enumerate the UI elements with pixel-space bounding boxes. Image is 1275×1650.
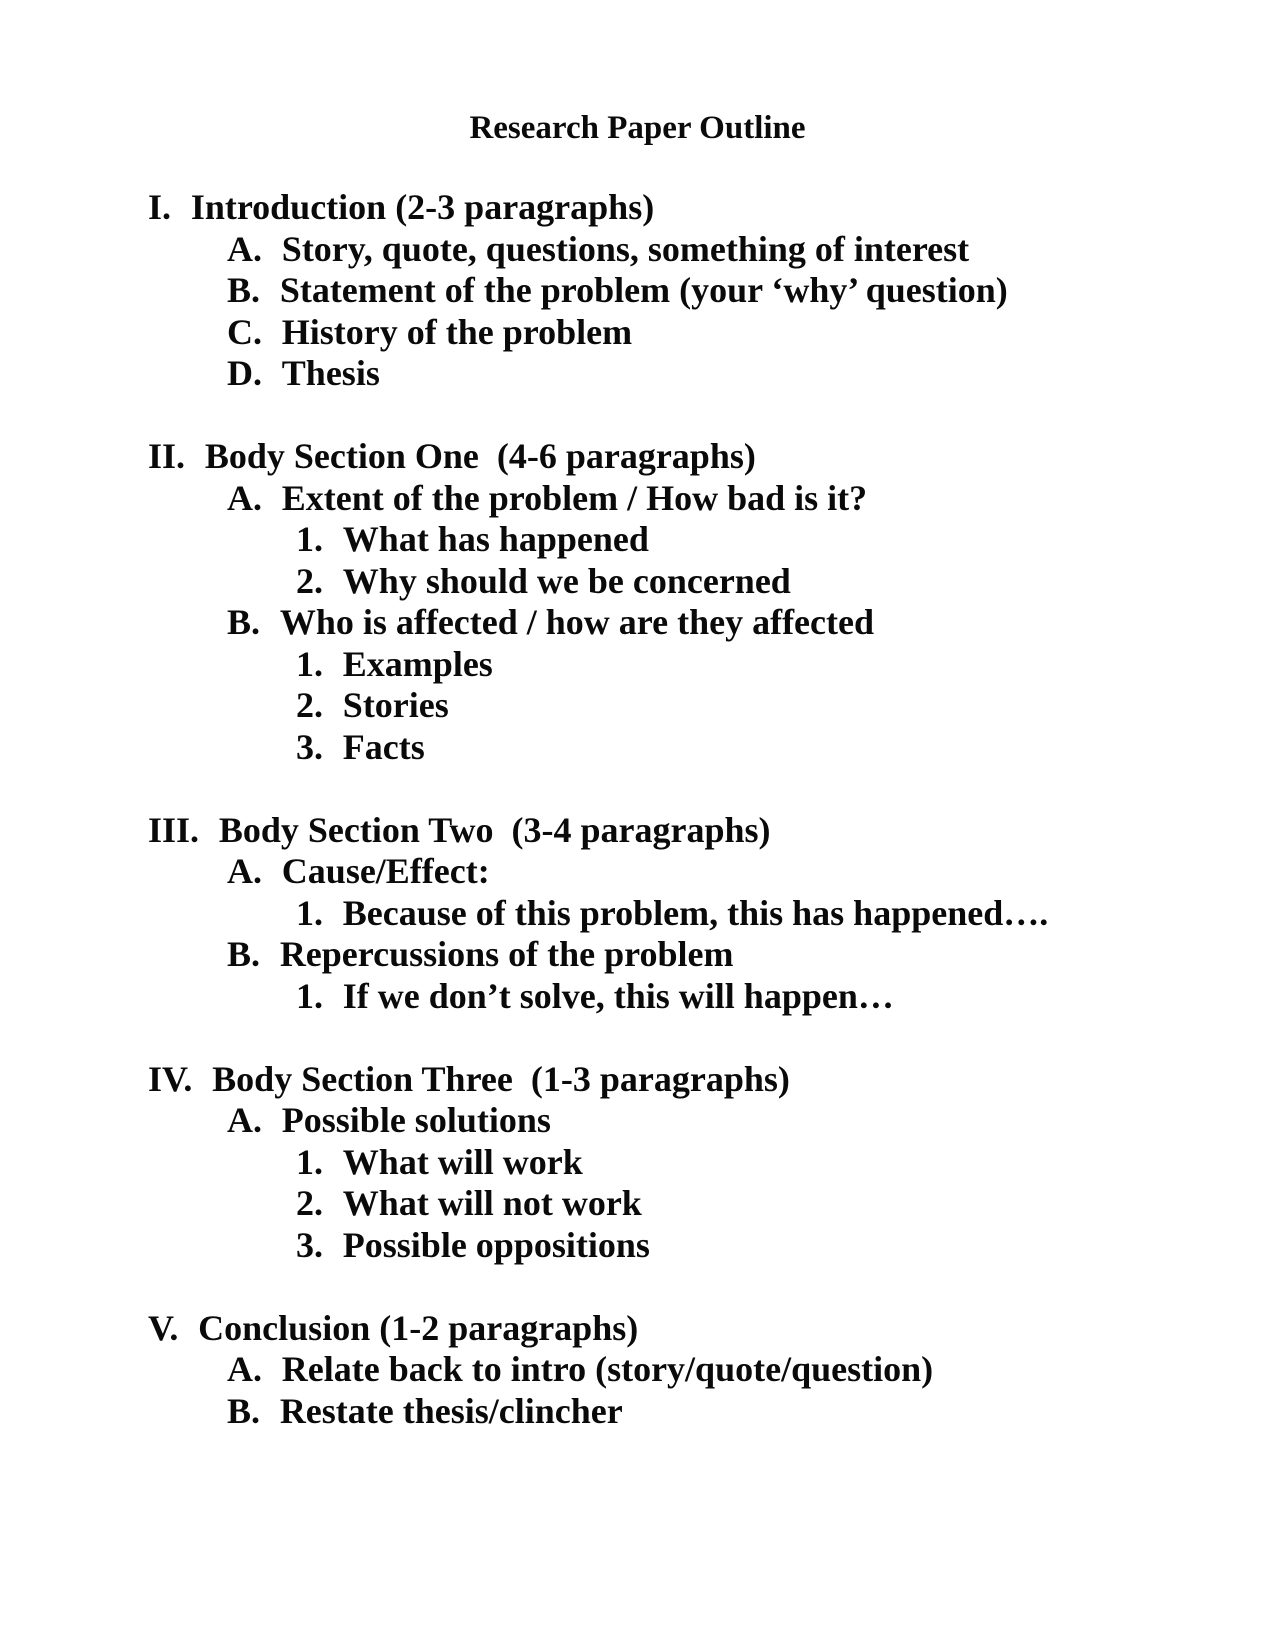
outline-section xyxy=(0,436,1275,768)
subitem-number: 2. xyxy=(296,685,323,725)
item-text: Possible solutions xyxy=(281,1100,551,1140)
subitem-text: Possible oppositions xyxy=(342,1224,650,1265)
subitem-number: 3. xyxy=(296,1224,323,1265)
subitem-number: 1. xyxy=(296,519,323,559)
page-title: Research Paper Outline xyxy=(469,110,806,146)
subitem-text: What has happened xyxy=(342,519,649,559)
subitem-number: 1. xyxy=(296,975,323,1016)
outline-subitem xyxy=(0,893,1275,935)
outline-section-heading xyxy=(0,1308,1275,1350)
item-letter: A. xyxy=(227,851,262,891)
outline xyxy=(0,187,1275,1432)
item-text: Repercussions of the problem xyxy=(279,934,734,974)
section-heading-text: Body Section Two (3-4 paragraphs) xyxy=(218,809,771,850)
outline-item xyxy=(0,602,1275,644)
section-heading-text: Introduction (2-3 paragraphs) xyxy=(190,187,655,227)
item-letter: D. xyxy=(227,353,262,393)
item-letter: A. xyxy=(227,228,262,269)
item-text: Statement of the problem (your ‘why’ question) xyxy=(279,270,1008,310)
section-numeral: II. xyxy=(148,436,186,476)
outline-section-heading xyxy=(0,187,1275,229)
subitem-text: Because of this problem, this has happened…. xyxy=(342,892,1049,933)
item-text: Who is affected / how are they affected xyxy=(279,602,875,642)
outline-section xyxy=(0,810,1275,1018)
item-text: Relate back to intro (story/quote/question) xyxy=(281,1349,934,1389)
outline-section xyxy=(0,1308,1275,1433)
subitem-text: Facts xyxy=(342,726,425,767)
outline-item xyxy=(0,1100,1275,1142)
outline-subitem xyxy=(0,1142,1275,1184)
item-text: Restate thesis/clincher xyxy=(279,1390,623,1431)
outline-item xyxy=(0,270,1275,312)
outline-section-heading xyxy=(0,1059,1275,1101)
outline-subitem xyxy=(0,519,1275,561)
outline-item xyxy=(0,934,1275,976)
item-letter: B. xyxy=(227,1390,261,1431)
outline-subitem xyxy=(0,727,1275,769)
subitem-text: If we don’t solve, this will happen… xyxy=(342,975,894,1016)
subitem-text: Examples xyxy=(342,643,493,684)
item-letter: B. xyxy=(227,934,261,974)
item-letter: A. xyxy=(227,477,262,518)
section-numeral: I. xyxy=(148,187,172,227)
outline-item xyxy=(0,1391,1275,1433)
outline-section-heading xyxy=(0,436,1275,478)
outline-subitem xyxy=(0,976,1275,1018)
section-numeral: V. xyxy=(148,1307,179,1348)
item-letter: A. xyxy=(227,1100,262,1140)
section-heading-text: Conclusion (1-2 paragraphs) xyxy=(198,1307,639,1348)
subitem-text: What will work xyxy=(342,1141,583,1182)
outline-item xyxy=(0,478,1275,520)
item-letter: B. xyxy=(227,602,261,642)
item-letter: C. xyxy=(227,311,262,352)
outline-subitem xyxy=(0,1183,1275,1225)
outline-subitem xyxy=(0,644,1275,686)
section-heading-text: Body Section One (4-6 paragraphs) xyxy=(204,436,756,476)
subitem-number: 1. xyxy=(296,892,323,933)
subitem-number: 2. xyxy=(296,560,323,601)
outline-subitem xyxy=(0,1225,1275,1267)
section-numeral: IV. xyxy=(148,1058,193,1099)
subitem-number: 1. xyxy=(296,643,323,684)
outline-subitem xyxy=(0,561,1275,603)
outline-section-heading xyxy=(0,810,1275,852)
item-text: Cause/Effect: xyxy=(281,851,490,891)
section-heading-text: Body Section Three (1-3 paragraphs) xyxy=(212,1058,790,1099)
item-text: Thesis xyxy=(281,353,380,393)
outline-item xyxy=(0,353,1275,395)
outline-item xyxy=(0,229,1275,271)
outline-item xyxy=(0,312,1275,354)
item-text: Extent of the problem / How bad is it? xyxy=(281,477,868,518)
section-numeral: III. xyxy=(148,809,200,850)
outline-item xyxy=(0,851,1275,893)
outline-item xyxy=(0,1349,1275,1391)
outline-section xyxy=(0,1059,1275,1267)
subitem-number: 2. xyxy=(296,1183,323,1223)
outline-subitem xyxy=(0,685,1275,727)
subitem-text: Why should we be concerned xyxy=(342,560,791,601)
subitem-text: Stories xyxy=(342,685,449,725)
outline-section xyxy=(0,187,1275,395)
item-letter: B. xyxy=(227,270,261,310)
item-letter: A. xyxy=(227,1349,262,1389)
subitem-number: 1. xyxy=(296,1141,323,1182)
subitem-text: What will not work xyxy=(342,1183,642,1223)
item-text: Story, quote, questions, something of interest xyxy=(281,228,970,269)
item-text: History of the problem xyxy=(281,311,633,352)
subitem-number: 3. xyxy=(296,726,323,767)
